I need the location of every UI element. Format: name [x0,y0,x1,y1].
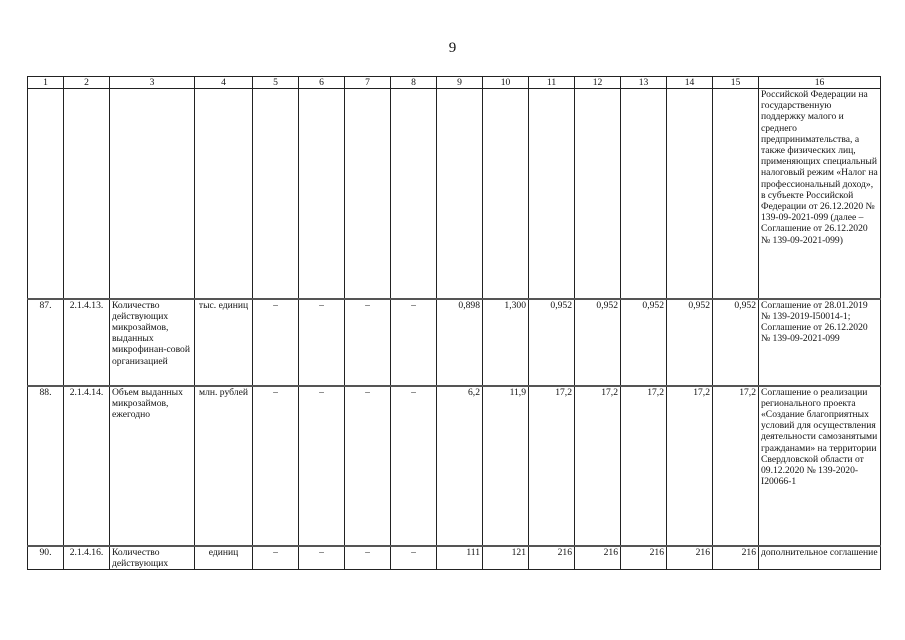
col-header: 7 [345,77,391,89]
col-header: 5 [253,77,299,89]
col-header: 3 [110,77,195,89]
cell-value: – [345,299,391,386]
cell-value: 17,2 [621,386,667,546]
header-row [28,77,881,89]
table-row [28,299,881,386]
cell-basis: Соглашение от 28.01.2019 № 139-2019-I50014-1; Соглашение от 26.12.2020 № 139-09-2021-099 [759,299,881,386]
table-row [28,546,881,570]
cell-code: 2.1.4.14. [64,386,110,546]
cell-value: 216 [621,546,667,570]
col-header: 13 [621,77,667,89]
cell-value: 0,952 [621,299,667,386]
cell-value: – [299,299,345,386]
col-header: 16 [759,77,881,89]
col-header: 12 [575,77,621,89]
cell-number: 88. [28,386,64,546]
cell-value: – [253,386,299,546]
col-header: 8 [391,77,437,89]
cell-value: 1,300 [483,299,529,386]
cell-value: 0,952 [575,299,621,386]
cell-value: 17,2 [713,386,759,546]
col-header: 10 [483,77,529,89]
cell-value: 0,952 [667,299,713,386]
page-number: 9 [448,40,457,56]
col-header: 2 [64,77,110,89]
cell-number: 87. [28,299,64,386]
cell-value: 216 [529,546,575,570]
cell-indicator: Объем выданных микрозаймов, ежегодно [110,386,195,546]
cell-value: 121 [483,546,529,570]
cell-basis: Российской Федерации на государственную поддержку малого и среднего предпринимательства, а также физических лиц, применяющих специальный налоговый режим «Налог на профессиональный доход», в субъекте Российской Федерации от 26.12.2020 № 139-09-2021-099 (далее – Соглашение от 26.12.2020 № 139-09-2021-099) [759,89,881,299]
cell-indicator: Количество действующих [110,546,195,570]
cell-indicator: Количество действующих микрозаймов, выданных микрофинан-совой организацией [110,299,195,386]
cell-basis: дополнительное соглашение [759,546,881,570]
cell-value: 111 [437,546,483,570]
cell-value: – [391,546,437,570]
cell-value: 216 [575,546,621,570]
cell-value: 17,2 [575,386,621,546]
cell-value: 0,952 [713,299,759,386]
cell-value: 216 [713,546,759,570]
cell-value: – [253,546,299,570]
cell-value: 11,9 [483,386,529,546]
indicators-table [27,76,881,570]
cell-number: 90. [28,546,64,570]
table-row-continuation [28,89,881,299]
table-row [28,386,881,546]
cell-unit: тыс. единиц [195,299,253,386]
cell-value: 17,2 [667,386,713,546]
cell-code: 2.1.4.16. [64,546,110,570]
cell-value: – [299,386,345,546]
cell-code: 2.1.4.13. [64,299,110,386]
cell-value: 0,898 [437,299,483,386]
col-header: 4 [195,77,253,89]
col-header: 11 [529,77,575,89]
col-header: 15 [713,77,759,89]
cell-value: 216 [667,546,713,570]
cell-value: – [391,386,437,546]
cell-value: – [345,386,391,546]
cell-value: – [253,299,299,386]
col-header: 14 [667,77,713,89]
cell-basis: Соглашение о реализации регионального проекта «Создание благоприятных условий для осуществления деятельности самозанятыми гражданами» на территории Свердловской области от 09.12.2020 № 139-2020-I20066-1 [759,386,881,546]
col-header: 1 [28,77,64,89]
col-header: 9 [437,77,483,89]
cell-value: – [391,299,437,386]
cell-value: 17,2 [529,386,575,546]
cell-value: 0,952 [529,299,575,386]
cell-value: – [299,546,345,570]
col-header: 6 [299,77,345,89]
cell-unit: млн. рублей [195,386,253,546]
cell-value: 6,2 [437,386,483,546]
cell-value: – [345,546,391,570]
cell-unit: единиц [195,546,253,570]
